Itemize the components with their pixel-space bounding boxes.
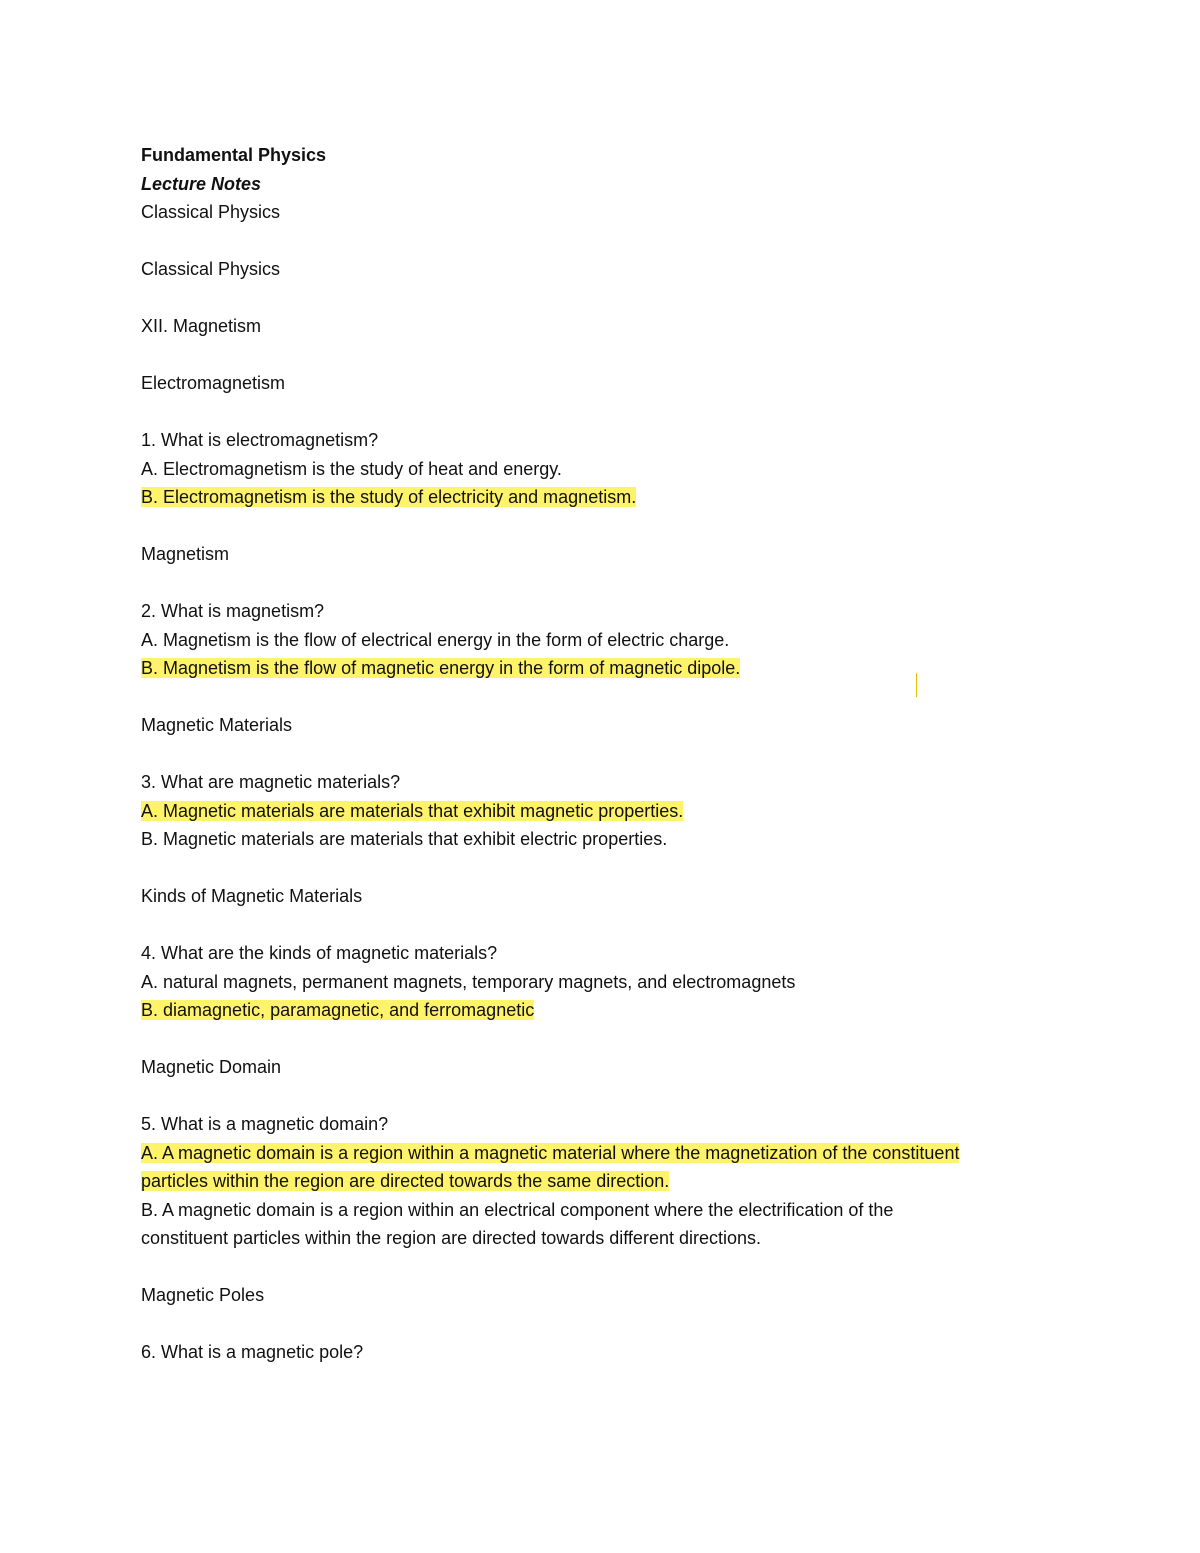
section-title: Classical Physics (141, 259, 281, 279)
topic-heading-magnetism: Magnetism (141, 544, 230, 564)
q5-option-a-line-2 (141, 1167, 1081, 1196)
category-label: Classical Physics (141, 202, 281, 222)
q1-option-b (141, 483, 1081, 512)
topic-heading-electromagnetism: Electromagnetism (141, 373, 286, 393)
question-6: 6. What is a magnetic pole? (141, 1342, 364, 1362)
q4-option-a: A. natural magnets, permanent magnets, temporary magnets, and electromagnets (141, 971, 796, 992)
q5-option-a-line-1 (141, 1139, 1081, 1168)
question-5: 5. What is a magnetic domain? (141, 1114, 389, 1134)
question-2: 2. What is magnetism? (141, 601, 325, 621)
highlight-mark: particles within the region are directed towards the same direction. (141, 1171, 670, 1191)
q4-option-b (141, 996, 1081, 1025)
q5-option-b-line-1: B. A magnetic domain is a region within an electrical component where the electrification of the (141, 1199, 894, 1220)
q3-option-b: B. Magnetic materials are materials that exhibit electric properties. (141, 829, 668, 849)
chapter-title: XII. Magnetism (141, 316, 262, 336)
q2-option-a: A. Magnetism is the flow of electrical energy in the form of electric charge. (141, 629, 730, 650)
highlight-mark: B. Electromagnetism is the study of electricity and magnetism. (141, 487, 637, 507)
highlight-mark: B. diamagnetic, paramagnetic, and ferromagnetic (141, 1000, 535, 1020)
q5-option-b-line-2: constituent particles within the region are directed towards different directions. (141, 1228, 761, 1248)
topic-heading-kinds-of-magnetic-materials: Kinds of Magnetic Materials (141, 886, 363, 906)
topic-heading-magnetic-poles: Magnetic Poles (141, 1285, 265, 1305)
text-cursor (916, 673, 917, 697)
question-3: 3. What are magnetic materials? (141, 772, 401, 792)
highlight-mark: A. Magnetic materials are materials that exhibit magnetic properties. (141, 800, 684, 821)
highlight-mark: A. A magnetic domain is a region within a magnetic material where the magnetization of the constituent (141, 1142, 960, 1163)
q3-option-a (141, 797, 1081, 826)
lecture-subtitle: Lecture Notes (141, 173, 262, 194)
question-4: 4. What are the kinds of magnetic materials? (141, 943, 498, 963)
question-1: 1. What is electromagnetism? (141, 430, 379, 450)
q2-option-b (141, 654, 1081, 683)
document-page (141, 141, 1081, 1367)
course-title: Fundamental Physics (141, 145, 327, 165)
topic-heading-magnetic-materials: Magnetic Materials (141, 715, 293, 735)
highlight-mark: B. Magnetism is the flow of magnetic energy in the form of magnetic dipole. (141, 658, 741, 678)
topic-heading-magnetic-domain: Magnetic Domain (141, 1057, 282, 1077)
q1-option-a: A. Electromagnetism is the study of heat and energy. (141, 458, 562, 479)
